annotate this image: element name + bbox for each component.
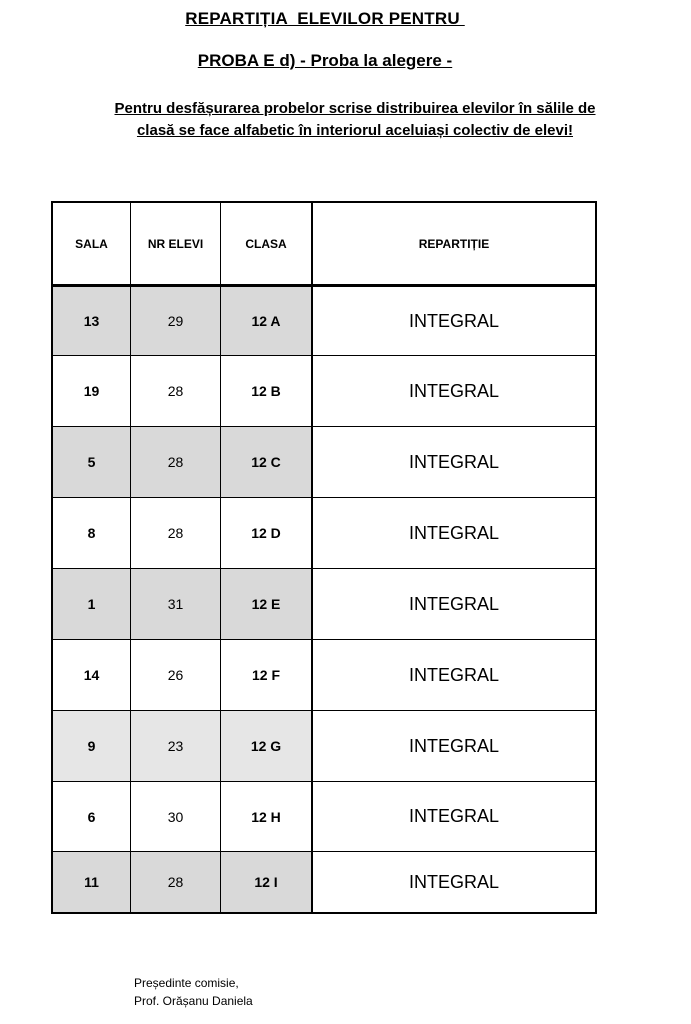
signature-name: Prof. Orășanu Daniela [134, 994, 253, 1008]
cell-sala: 9 [53, 711, 131, 782]
cell-nr-elevi: 26 [131, 640, 221, 711]
cell-clasa: 12 G [221, 711, 313, 782]
cell-sala: 11 [53, 852, 131, 912]
cell-sala: 13 [53, 287, 131, 356]
cell-repartitie: INTEGRAL [313, 287, 595, 356]
table-row [53, 852, 595, 912]
cell-nr-elevi: 28 [131, 498, 221, 569]
cell-clasa: 12 I [221, 852, 313, 912]
cell-sala: 19 [53, 356, 131, 427]
allocation-table [51, 201, 597, 914]
cell-repartitie: INTEGRAL [313, 427, 595, 498]
cell-nr-elevi: 30 [131, 782, 221, 852]
column-header-sala: SALA [53, 203, 131, 285]
cell-clasa: 12 A [221, 287, 313, 356]
table-row [53, 782, 595, 852]
signature-block [134, 974, 253, 1010]
table-row [53, 640, 595, 711]
cell-sala: 14 [53, 640, 131, 711]
table-header-row [53, 203, 595, 287]
table-row [53, 498, 595, 569]
cell-nr-elevi: 28 [131, 852, 221, 912]
table-row [53, 427, 595, 498]
cell-nr-elevi: 28 [131, 356, 221, 427]
table-row [53, 711, 595, 782]
column-header-repartitie: REPARTIȚIE [313, 203, 595, 285]
cell-repartitie: INTEGRAL [313, 498, 595, 569]
table-row [53, 356, 595, 427]
cell-clasa: 12 B [221, 356, 313, 427]
cell-nr-elevi: 29 [131, 287, 221, 356]
cell-repartitie: INTEGRAL [313, 640, 595, 711]
cell-repartitie: INTEGRAL [313, 782, 595, 852]
note-line-1: Pentru desfășurarea probelor scrise distribuirea elevilor în sălile de [114, 100, 596, 117]
cell-repartitie: INTEGRAL [313, 569, 595, 640]
column-header-nr-elevi: NR ELEVI [131, 203, 221, 285]
cell-nr-elevi: 23 [131, 711, 221, 782]
table-row [53, 569, 595, 640]
cell-repartitie: INTEGRAL [408, 871, 500, 892]
cell-nr-elevi: 31 [131, 569, 221, 640]
cell-clasa: 12 E [221, 569, 313, 640]
page-title: REPARTIȚIA ELEVILOR PENTRU [185, 9, 465, 28]
cell-repartitie: INTEGRAL [313, 356, 595, 427]
cell-sala: 8 [53, 498, 131, 569]
column-header-clasa: CLASA [221, 203, 313, 285]
cell-clasa: 12 C [221, 427, 313, 498]
instructions-note [40, 98, 670, 142]
page-subtitle: PROBA E d) - Proba la alegere - [197, 51, 453, 70]
cell-sala: 6 [53, 782, 131, 852]
table-row [53, 287, 595, 356]
cell-clasa: 12 H [221, 782, 313, 852]
signature-role: Președinte comisie, [134, 976, 239, 990]
cell-nr-elevi: 28 [131, 427, 221, 498]
cell-clasa: 12 D [221, 498, 313, 569]
cell-sala: 5 [53, 427, 131, 498]
cell-repartitie: INTEGRAL [313, 711, 595, 782]
note-line-2: clasă se face alfabetic în interiorul aceluiași colectiv de elevi! [136, 122, 574, 139]
cell-sala: 1 [53, 569, 131, 640]
cell-clasa: 12 F [221, 640, 313, 711]
